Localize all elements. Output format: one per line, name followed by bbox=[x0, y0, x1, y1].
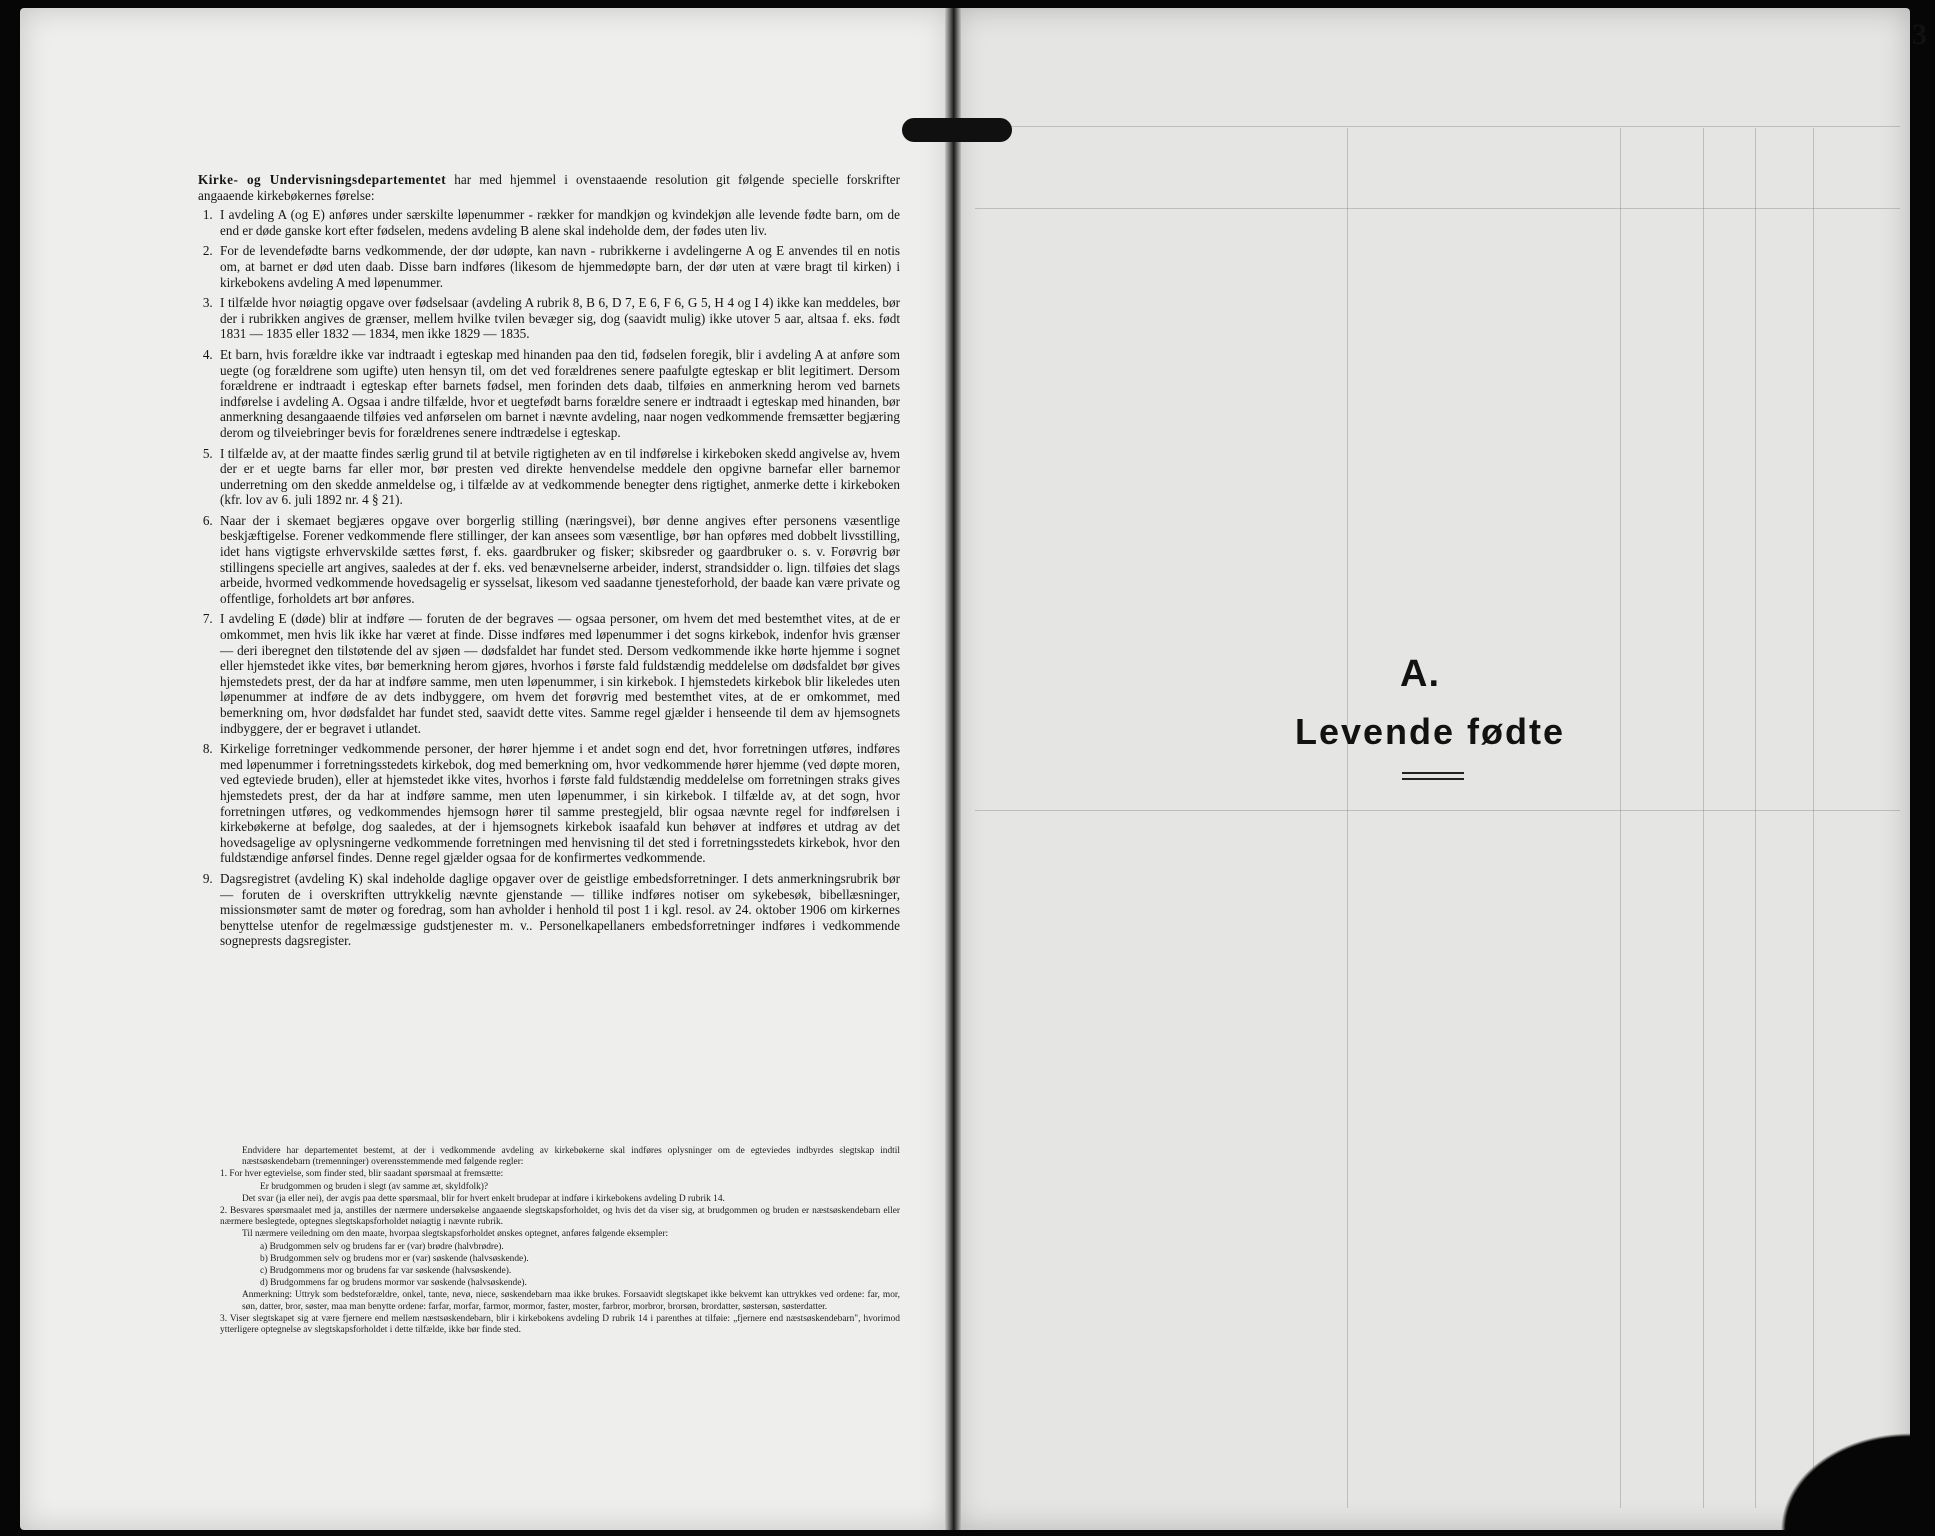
ruling-line bbox=[1755, 128, 1756, 1508]
open-register-spread bbox=[20, 8, 1910, 1530]
binding-clip bbox=[902, 118, 1012, 142]
regulations-list bbox=[170, 207, 900, 949]
ruling-line bbox=[1347, 128, 1348, 1508]
supplement-paragraph: 1. For hver egtevielse, som finder sted, blir saadant spørsmaal at fremsætte: bbox=[220, 1169, 504, 1180]
supplement-paragraph: 3. Viser slegtskapet sig at være fjernere end mellem næstsøskendebarn, blir i kirkebokens avdeling D rubrik 14 i parenthes at tilføie: „fjernere end næstsøskendebarn", hvorimod ytterligere optegnelse av slegtskapsforholdet i dette tilfælde, ikke bør finde sted. bbox=[220, 1313, 900, 1336]
intro-text: har med hjemmel i ovenstaaende resolution git følgende specielle forskrifter angaaende kirkebøkernes førelse: bbox=[198, 172, 900, 203]
section-title: Levende fødte bbox=[1295, 711, 1566, 752]
supplement-paragraph: Endvidere har departementet bestemt, at der i vedkommende avdeling av kirkebøkerne skal indføres oplysninger om de egteviedes indbyrdes slegtskap indtil næstsøskendebarn (tremenninger) overensstemmende med følgende regler: bbox=[242, 1146, 900, 1168]
supplement-paragraph: b) Brudgommen selv og brudens mor er (var) søskende (halvsøskende). bbox=[260, 1253, 529, 1264]
rule-item: 2. For de levendefødte barns vedkommende, der dør udøpte, kan navn - rubrikkerne i avdelingerne A og E anvendes til en notis om, at barnet er død uten daab. Disse barn indføres (likesom de hjemmedøpte barn, der dør uten at være bragt til kirken) i kirkebokens avdeling A med løpenummer. bbox=[216, 243, 900, 290]
ruling-line bbox=[1813, 128, 1814, 1508]
supplement-paragraph: Er brudgommen og bruden i slegt (av samme æt, skyldfolk)? bbox=[260, 1181, 489, 1192]
supplement-paragraph: d) Brudgommens far og brudens mormor var søskende (halvsøskende). bbox=[260, 1278, 527, 1289]
supplement-paragraph: Det svar (ja eller nei), der avgis paa dette spørsmaal, blir for hvert enkelt brudepar at indføre i kirkebokens avdeling D rubrik 14. bbox=[242, 1193, 725, 1204]
ministry-name: Kirke- og Undervisningsdepartementet bbox=[198, 172, 447, 187]
ruling-line bbox=[975, 126, 1900, 127]
ruling-line bbox=[1620, 128, 1621, 1508]
rule-item: 6. Naar der i skemaet begjæres opgave over borgerlig stilling (næringsvei), bør denne angives efter personens væsentlige beskjæftigelse. Forener vedkommende flere stillinger, der kan ansees som væsentlige, bør han opføres med dobbelt livsstilling, idet hans vigtigste erhvervskilde sættes først, f. eks. gaardbruker og fisker; skibsreder og gaardbruker o. s. v. Forøvrig bør stillingens specielle art angives, saaledes at der f. eks. ved benævnelserne arbeider, inderst, strandsidder o. lign. tilføies det slags arbeide, hvormed vedkommende hovedsagelig er sysselsat, likesom ved saadanne tjenesteforhold, der baade kan være private og offentlige, forholdets art bør anføres. bbox=[216, 513, 900, 607]
regulations-text bbox=[170, 172, 900, 954]
supplement-paragraph: c) Brudgommens mor og brudens far var søskende (halvsøskende). bbox=[260, 1266, 512, 1277]
rule-item: 4. Et barn, hvis forældre ikke var indtraadt i egteskap med hinanden paa den tid, fødselen foregik, blir i avdeling A at anføre som uegte (og forældrene som ugifte) uten hensyn til, om det ved forældrenes senere paafulgte egteskap er blit legitimert. Dersom forældrene er indtraadt i egteskap efter barnets fødsel, men forinden dets daab, tilføies en anmerkning herom ved barnets indførelse i avdeling A. Ogsaa i andre tilfælde, hvor et uegtefødt barns forældre senere er indtraadt i egteskap med hinanden, bør anmerkning desangaaende tilføies ved anførselen om barnet i nævnte avdeling, naar nogen vedkommende fremsætter begjæring derom og tilveiebringer bevis for forældrenes senere indtrædelse i egteskap. bbox=[216, 347, 900, 441]
ruling-line bbox=[975, 810, 1900, 811]
rule-item: 7. I avdeling E (døde) blir at indføre — foruten de der begraves — ogsaa personer, om hvem det med bestemthet vites, at de er omkommet, men hvis lik ikke har været at finde. Disse indføres med løpenummer i det sogns kirkebok, indenfor hvis grænser — deri iberegnet den tilstøtende del av sjøen — dødsfaldet har fundet sted. Dersom vedkommende ikke hørte hjemme i sognet eller hjemstedet ikke vites, bør bemerkning herom gjøres, hvorhos i første fald fuldstændig meddelelse om dødsfaldet bør gives hjemstedets prest, der da har at indføre samme, men uten løpenummer, i sin kirkebok. I hjemstedets kirkebok blir likeledes uten løpenummer at indføre de av dets indbyggere, om hvem det forøvrig med bestemthet vites, at de er omkommet, med bemerkning om, hvor dødsfaldet har fundet sted, saavidt dette vites. Samme regel gjælder i henseende til dem av hjemsognets indbyggere, der er begravet i utlandet. bbox=[216, 611, 900, 736]
supplement-paragraph: Anmerkning: Uttryk som bedsteforældre, onkel, tante, nevø, niece, søskendebarn maa ikke brukes. Forsaavidt slegtskapet ikke bekvemt kan uttrykkes ved ordene: far, mor, søn, datter, bror, søster, maa man benytte ordene: farfar, morfar, farmor, mormor, faster, moster, farbror, morbror, brorsøn, brordatter, søstersøn, søsterdatter. bbox=[242, 1290, 900, 1312]
regulations-intro bbox=[198, 172, 900, 203]
rule-item: 3. I tilfælde hvor nøiagtig opgave over fødselsaar (avdeling A rubrik 8, B 6, D 7, E 6, F 6, G 5, H 4 og I 4) ikke kan meddeles, bør der i rubrikken angives de grænser, mellem hvilke tvilen bevæger sig, dog (saavidt mulig) ikke utover 5 aar, altsaa f. eks. født 1831 — 1835 eller 1832 — 1834, men ikke 1829 — 1835. bbox=[216, 295, 900, 342]
title-underline bbox=[1402, 772, 1464, 774]
ruling-line bbox=[975, 208, 1900, 209]
rule-item: 8. Kirkelige forretninger vedkommende personer, der hører hjemme i et andet sogn end det, hvor forretningen utføres, indføres med løpenummer i forretningsstedets kirkebok, dog med bemerkning om, hvor vedkommende hører hjemme (ved døpte moren, ved egteviede bruden), eller at hjemstedet ikke vites, hvorhos i første fald fuldstændig meddelelse om forretningen straks gives hjemstedets prest, der da har at indføre samme, men uten løpenummer, i sin kirkebok. I tilfælde av, at det sogn, hvor forretningen utføres, og vedkommendes hjemsogn hører til samme prestegjeld, blir ogsaa nævnte regel for indførelsen i kirkebøkerne at befølge, dog saaledes, at der i hjemsognets kirkebok isaafald kun behøver at indføres et utdrag av det hovedsagelige av oplysningerne vedkommende forretningen med henvisning til det sted i forretningsstedets kirkebok, hvor den fuldstændige anførsel findes. Denne regel gjælder ogsaa for de konfirmertes vedkommende. bbox=[216, 741, 900, 866]
ruling-line bbox=[1703, 128, 1704, 1508]
book-gutter bbox=[945, 8, 961, 1530]
section-letter: A. bbox=[1400, 653, 1440, 695]
left-page bbox=[20, 8, 950, 1530]
supplement-paragraph: a) Brudgommen selv og brudens far er (var) brødre (halvbrødre). bbox=[260, 1241, 504, 1252]
kinship-supplement bbox=[220, 1146, 900, 1337]
rule-item: 5. I tilfælde av, at der maatte findes særlig grund til at betvile rigtigheten av en til indførelse i kirkeboken skedd angivelse av, hvem der er et uegte barns far eller mor, bør presten ved direkte henvendelse meddele den opgivne barnefar eller barnemor underretning om den skedde anmeldelse og, i tilfælde av at vedkommende benegter dens rigtighet, anmerke dette i kirkeboken (kfr. lov av 6. juli 1892 nr. 4 § 21). bbox=[216, 446, 900, 508]
rule-item: 1. I avdeling A (og E) anføres under særskilte løpenummer - rækker for mandkjøn og kvindekjøn alle levende fødte barn, om de end er døde ganske kort efter fødselen, medens avdeling B alene skal indeholde dem, der fødes uten liv. bbox=[216, 207, 900, 238]
title-underline bbox=[1402, 778, 1464, 780]
supplement-paragraph: Til nærmere veiledning om den maate, hvorpaa slegtskapsforholdet ønskes optegnet, anføres følgende eksempler: bbox=[242, 1229, 669, 1240]
right-page bbox=[955, 8, 1910, 1530]
supplement-paragraph: 2. Besvares spørsmaalet med ja, anstilles der nærmere undersøkelse angaaende slegtskapsforholdet, og hvis det da viser sig, at brudgommen og bruden er næstsøskendebarn eller nærmere beslegtede, optegnes slegtskapsforholdet nøiagtig i nævnte rubrik. bbox=[220, 1206, 900, 1228]
rule-item: 9. Dagsregistret (avdeling K) skal indeholde daglige opgaver over de geistlige embedsforretninger. I dets anmerkningsrubrik bør — foruten de i overskriften uttrykkelig nævnte gjenstande — tillike indføres notiser om sykebesøk, bibellæsninger, missionsmøter samt de møter og foredrag, som han avholder i henhold til post 1 i kgl. resol. av 24. oktober 1906 om kirkernes benyttelse utenfor de regelmæssige gudstjenester m. v.. Personelkapellaners embedsforretninger indføres i vedkommende sogneprests dagsregister. bbox=[216, 871, 900, 949]
page-number: 3 bbox=[1912, 18, 1927, 51]
page-corner-shadow bbox=[1750, 1410, 1910, 1530]
